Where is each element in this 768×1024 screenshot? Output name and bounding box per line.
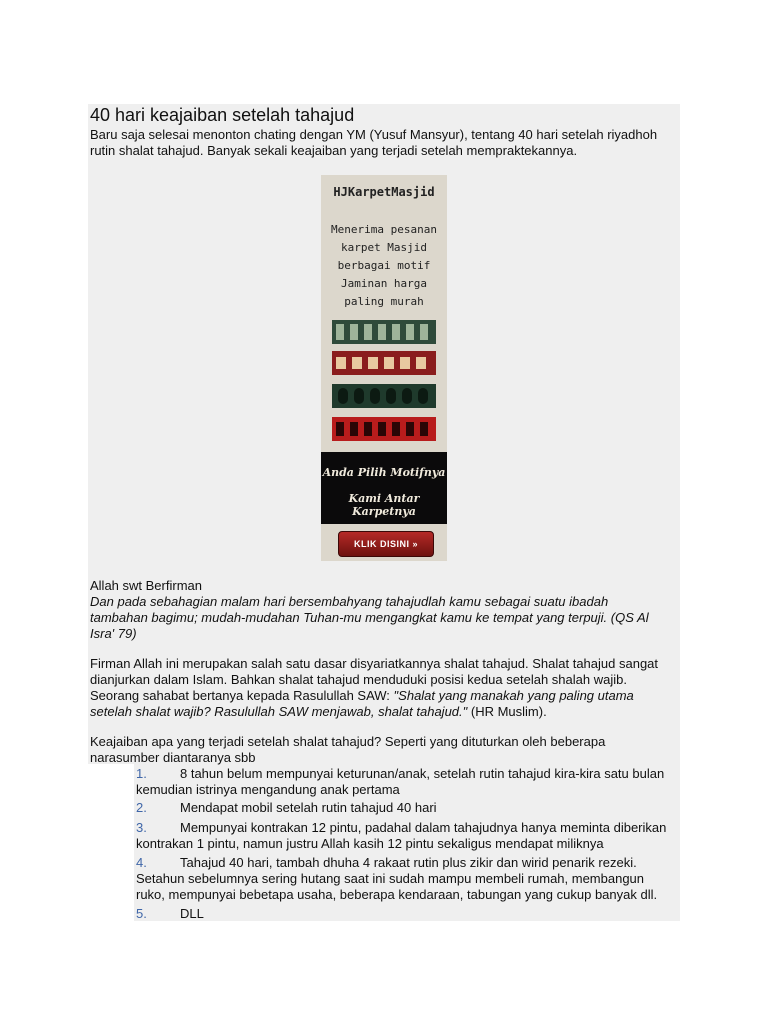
intro-line-1: Baru saja selesai menonton chating dengan YM (Yusuf Mansyur), tentang 40 hari setelah riyadhoh bbox=[90, 127, 658, 142]
ad-dark-panel bbox=[321, 452, 447, 524]
firman-label: Allah swt Berfirman bbox=[90, 578, 202, 593]
firman-quote-3: Isra' 79) bbox=[90, 626, 137, 641]
para3-line-1: Keajaiban apa yang terjadi setelah shalat tahajud? Seperti yang dituturkan oleh beberapa bbox=[90, 734, 606, 749]
list-item-5-line-1: DLL bbox=[180, 906, 204, 921]
para2-line-4 bbox=[90, 704, 547, 720]
ad-script-1: Anda Pilih Motifnya bbox=[322, 466, 446, 479]
carpet-sample-3 bbox=[332, 384, 436, 408]
ad-click-button[interactable]: KLIK DISINI » bbox=[338, 531, 434, 557]
para3-line-2: narasumber diantaranya sbb bbox=[90, 750, 256, 765]
list-number-4: 4. bbox=[136, 855, 147, 870]
intro-line-2: rutin shalat tahajud. Banyak sekali keajaiban yang terjadi setelah mempraktekannya. bbox=[90, 143, 578, 158]
para2-line-2: dianjurkan dalam Islam. Bahkan shalat tahajud menduduki posisi kedua setelah shalah wajib. bbox=[90, 672, 627, 687]
ad-line-5: paling murah bbox=[344, 295, 424, 308]
list-number-5: 5. bbox=[136, 906, 147, 921]
ad-line-4: Jaminan harga bbox=[340, 277, 428, 290]
carpet-ad-banner[interactable] bbox=[321, 175, 447, 561]
list-item-3-line-2: kontrakan 1 pintu, namun justru Allah kasih 12 pintu sekaligus mendapat miliknya bbox=[136, 836, 604, 851]
ad-line-2: karpet Masjid bbox=[340, 241, 428, 254]
carpet-sample-1 bbox=[332, 320, 436, 344]
list-item-1-line-1: 8 tahun belum mempunyai keturunan/anak, setelah rutin tahajud kira-kira satu bulan bbox=[180, 766, 665, 781]
carpet-sample-4 bbox=[332, 417, 436, 441]
para2-line-3-plain: Seorang sahabat bertanya kepada Rasulullah SAW: bbox=[90, 688, 394, 703]
para2-line-4-plain: (HR Muslim). bbox=[467, 704, 547, 719]
list-item-2-line-1: Mendapat mobil setelah rutin tahajud 40 hari bbox=[180, 800, 437, 815]
para2-line-1: Firman Allah ini merupakan salah satu dasar disyariatkannya shalat tahajud. Shalat tahajud sangat bbox=[90, 656, 659, 671]
para2-line-3-italic: "Shalat yang manakah yang paling utama bbox=[393, 688, 634, 703]
list-item-3-line-1: Mempunyai kontrakan 12 pintu, padahal dalam tahajudnya hanya meminta diberikan bbox=[180, 820, 667, 835]
list-number-2: 2. bbox=[136, 800, 147, 815]
list-number-3: 3. bbox=[136, 820, 147, 835]
ad-brand: HJKarpetMasjid bbox=[333, 185, 435, 199]
para2-line-4-italic: setelah shalat wajib? Rasulullah SAW menjawab, shalat tahajud." bbox=[90, 704, 468, 719]
firman-quote-1: Dan pada sebahagian malam hari bersembahyang tahajudlah kamu sebagai suatu ibadah bbox=[90, 594, 609, 609]
list-item-4-line-1: Tahajud 40 hari, tambah dhuha 4 rakaat rutin plus zikir dan wirid penarik rezeki. bbox=[180, 855, 637, 870]
article-title: 40 hari keajaiban setelah tahajud bbox=[90, 105, 355, 125]
carpet-sample-2 bbox=[332, 351, 436, 375]
para2-line-3 bbox=[90, 688, 634, 704]
list-item-4-line-3: ruko, mempunyai bebetapa usaha, beberapa kendaraan, tabungan yang cukup banyak dll. bbox=[136, 887, 658, 902]
ad-line-3: berbagai motif bbox=[337, 259, 431, 272]
ad-line-1: Menerima pesanan bbox=[331, 223, 437, 236]
list-number-1: 1. bbox=[136, 766, 147, 781]
list-item-1-line-2: kemudian istrinya mengandung anak pertama bbox=[136, 782, 400, 797]
list-item-4-line-2: Setahun sebelumnya sering hutang saat ini sudah mampu membeli rumah, membangun bbox=[136, 871, 645, 886]
firman-quote-2: tambahan bagimu; mudah-mudahan Tuhan-mu mengangkat kamu ke tempat yang terpuji. (QS Al bbox=[90, 610, 649, 625]
ad-script-2: Kami Antar Karpetnya bbox=[348, 492, 420, 518]
